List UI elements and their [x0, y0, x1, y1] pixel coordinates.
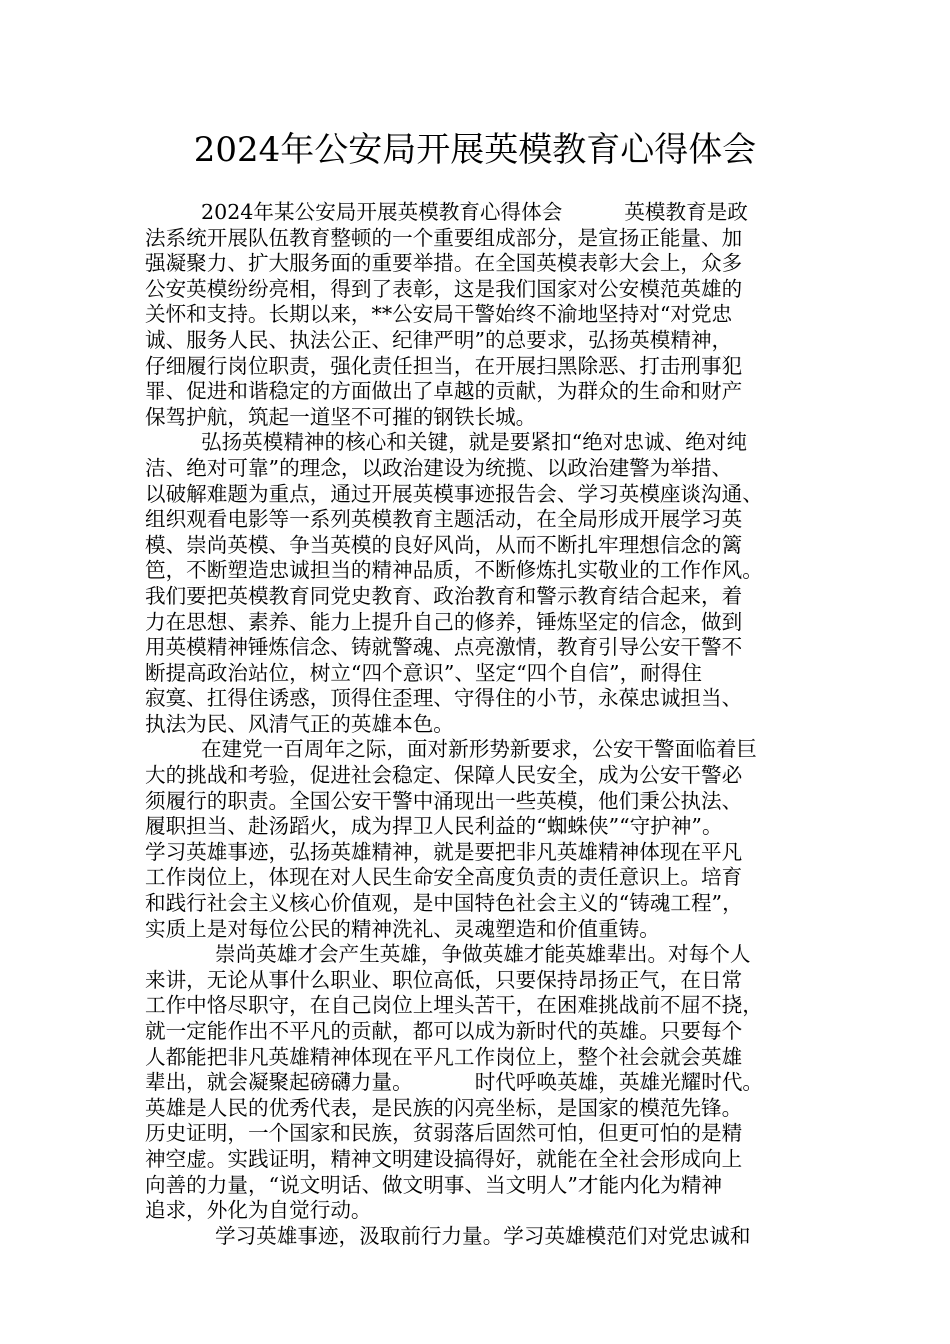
paragraph-line: 在建党一百周年之际，面对新形势新要求，公安干警面临着巨	[201, 737, 758, 762]
paragraph-line: 学习英雄事迹，弘扬英雄精神，就是要把非凡英雄精神体现在平凡	[145, 839, 743, 864]
paragraph-text: 英模教育是政	[624, 200, 748, 224]
paragraph-line: 笆，不断塑造忠诚担当的精神品质，不断修炼扎实敬业的工作作风。	[145, 558, 763, 583]
paragraph-line: 组织观看电影等一系列英模教育主题活动，在全局形成开展学习英	[145, 507, 743, 532]
paragraph-line: 历史证明，一个国家和民族，贫弱落后固然可怕，但更可怕的是精	[145, 1121, 743, 1146]
paragraph-line: 罪、促进和谐稳定的方面做出了卓越的贡献，为群众的生命和财产	[145, 379, 743, 404]
paragraph-line: 洁、绝对可靠”的理念，以政治建设为统揽、以政治建警为举措、	[145, 455, 733, 480]
paragraph-line: 就一定能作出不平凡的贡献，都可以成为新时代的英雄。只要每个	[145, 1019, 743, 1043]
paragraph-line: 崇尚英雄才会产生英雄，争做英雄才能英雄辈出。对每个人	[215, 942, 751, 967]
paragraph-line: 公安英模纷纷亮相，得到了表彰，这是我们国家对公安模范英雄的	[145, 276, 743, 301]
paragraph-line: 来讲，无论从事什么职业、职位高低，只要保持昂扬正气，在日常	[145, 967, 743, 992]
paragraph-line: 断提高政治站位，树立“四个意识”、坚定“四个自信”，耐得住	[145, 660, 702, 685]
paragraph-text: 辈出，就会凝聚起磅礴力量。	[145, 1070, 413, 1095]
paragraph-line: 追求，外化为自觉行动。	[145, 1198, 372, 1223]
paragraph-line: 和践行社会主义核心价值观，是中国特色社会主义的“铸魂工程”，	[145, 891, 743, 916]
paragraph-line: 执法为民、风清气正的英雄本色。	[145, 711, 454, 736]
document-title: 2024年公安局开展英模教育心得体会	[193, 130, 757, 170]
paragraph-line: 向善的力量，“说文明话、做文明事、当文明人”才能内化为精神	[145, 1172, 723, 1197]
paragraph-line: 实质上是对每位公民的精神洗礼、灵魂塑造和价值重铸。	[145, 916, 660, 941]
paragraph-line: 大的挑战和考验，促进社会稳定、保障人民安全，成为公安干警必	[145, 763, 743, 788]
paragraph-line: 关怀和支持。长期以来，**公安局干警始终不渝地坚持对“对党忠	[145, 302, 733, 327]
paragraph-line: 诚、服务人民、执法公正、纪律严明”的总要求，弘扬英模精神，	[145, 327, 733, 352]
paragraph-line: 法系统开展队伍教育整顿的一个重要组成部分，是宣扬正能量、加	[145, 225, 743, 250]
paragraph-line: 用英模精神锤炼信念、铸就警魂、点亮激情，教育引导公安干警不	[145, 635, 743, 660]
paragraph-line	[145, 200, 807, 226]
paragraph-line: 须履行的职责。全国公安干警中涌现出一些英模，他们秉公执法、	[145, 788, 743, 813]
paragraph-line: 人都能把非凡英雄精神体现在平凡工作岗位上，整个社会就会英雄	[145, 1044, 743, 1069]
paragraph-line: 神空虚。实践证明，精神文明建设搞得好，就能在全社会形成向上	[145, 1146, 743, 1171]
paragraph-line	[145, 1070, 807, 1096]
paragraph-line: 寂寞、扛得住诱惑，顶得住歪理、守得住的小节，永葆忠诚担当、	[145, 686, 743, 711]
document-body	[145, 200, 807, 1249]
paragraph-line: 力在思想、素养、能力上提升自己的修养，锤炼坚定的信念，做到	[145, 609, 743, 634]
paragraph-line: 模、崇尚英模、争当英模的良好风尚，从而不断扎牢理想信念的篱	[145, 532, 743, 557]
paragraph-line: 工作岗位上，体现在对人民生命安全高度负责的责任意识上。培育	[145, 865, 743, 890]
paragraph-line: 学习英雄事迹，汲取前行力量。学习英雄模范们对党忠诚和	[215, 1223, 751, 1248]
paragraph-line: 工作中恪尽职守，在自己岗位上埋头苦干，在困难挑战前不屈不挠，	[145, 993, 763, 1018]
paragraph-line: 强凝聚力、扩大服务面的重要举措。在全国英模表彰大会上，众多	[145, 251, 743, 276]
paragraph-line: 以破解难题为重点，通过开展英模事迹报告会、学习英模座谈沟通、	[145, 481, 763, 506]
paragraph-line: 弘扬英模精神的核心和关键，就是要紧扣“绝对忠诚、绝对纯	[201, 430, 747, 455]
paragraph-line: 英雄是人民的优秀代表，是民族的闪亮坐标，是国家的模范先锋。	[145, 1095, 743, 1120]
paragraph-line: 仔细履行岗位职责，强化责任担当，在开展扫黑除恶、打击刑事犯	[145, 353, 743, 378]
paragraph-line: 履职担当、赴汤蹈火，成为捍卫人民利益的“蜘蛛侠”“守护神”。	[145, 814, 723, 839]
paragraph-line: 我们要把英模教育同党史教育、政治教育和警示教育结合起来，着	[145, 583, 743, 608]
paragraph-text: 时代呼唤英雄，英雄光耀时代。	[474, 1070, 764, 1095]
subtitle-text: 2024年某公安局开展英模教育心得体会	[201, 200, 563, 224]
paragraph-line: 保驾护航，筑起一道坚不可摧的钢铁长城。	[145, 404, 537, 429]
